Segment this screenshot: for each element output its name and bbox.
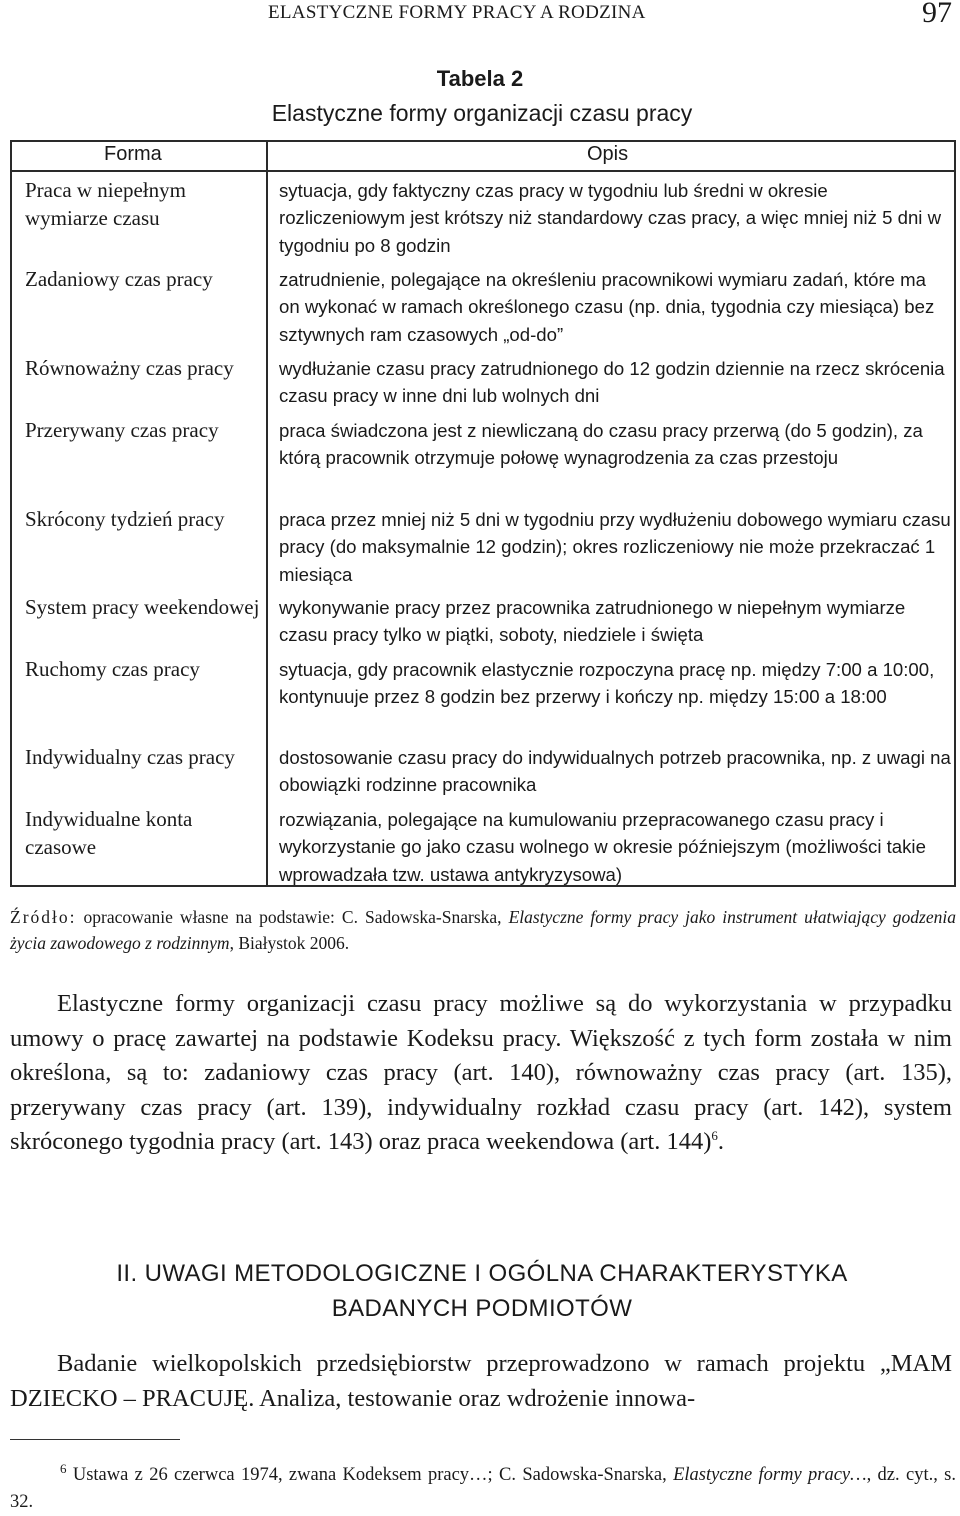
footnote-title: Elastyczne formy pracy… xyxy=(673,1465,867,1485)
source-label: Źródło: xyxy=(10,907,77,927)
column-header-description: Opis xyxy=(587,143,629,165)
column-header-form: Forma xyxy=(104,143,162,165)
body-paragraph xyxy=(10,987,952,1160)
running-header: ELASTYCZNE FORMY PRACY A RODZINA xyxy=(268,2,646,23)
table-row-form: Indywidualny czas pracy xyxy=(25,745,235,769)
footnote-separator xyxy=(10,1439,180,1440)
table-row-form: Ruchomy czas pracy xyxy=(25,657,200,681)
table-row-description: rozwiązania, polegające na kumulowaniu przepracowanego czasu pracy i wykorzystanie go jako czasu wolnego w okresie późniejszym (możliwości takie wprowadzała tzw. ustawa antykryzysowa) xyxy=(279,809,926,885)
footnote-number: 6 xyxy=(60,1460,67,1476)
header-rule xyxy=(10,170,956,172)
footnote-reference[interactable]: 6 xyxy=(711,1128,718,1144)
source-tail: , Białystok 2006. xyxy=(229,933,350,953)
column-divider xyxy=(266,140,268,887)
table-subtitle: Elastyczne formy organizacji czasu pracy xyxy=(271,100,693,126)
page-number: 97 xyxy=(922,0,952,29)
source-text: opracowanie własne na podstawie: C. Sadowska-Snarska, xyxy=(83,907,502,927)
table-row-form: System pracy weekendowej xyxy=(25,595,260,619)
paragraph-end: . xyxy=(717,1128,724,1156)
table-row-description: sytuacja, gdy faktyczny czas pracy w tygodniu lub średni w okresie rozliczeniowym jest krótszy niż standardowy czas pracy, a więc mniej niż 5 dni w tygodniu po 8 godzin xyxy=(279,180,942,256)
table-row-form: Indywidualne konta czasowe xyxy=(25,807,193,859)
footnote-tail: , dz. cyt., s. 32. xyxy=(10,1465,956,1512)
table-row-form: Skrócony tydzień pracy xyxy=(25,507,225,531)
source-work-title: Elastyczne formy pracy jako instrument ułatwiający godzenia życia zawodowego z rodzinnym xyxy=(10,907,956,953)
paragraph-text: Elastyczne formy organizacji czasu pracy możliwe są do wykorzystania w przypadku umowy o pracę zawartej na podstawie Kodeksu pracy. Większość z tych form została w nim określona, są to: zadaniowy czas pracy (art. 140), równoważny czas pracy (art. 135), przerywany czas pracy (art. 139), indywidualny rozkład czasu pracy (art. 142), system skróconego tygodnia pracy (art. 143) oraz praca weekendowa (art. 144) xyxy=(10,990,952,1156)
section-heading-line1: II. UWAGI METODOLOGICZNE I OGÓLNA CHARAKTERYSTYKA xyxy=(116,1260,848,1287)
table-title: Tabela 2 xyxy=(436,66,524,91)
footnote-text: Ustawa z 26 czerwca 1974, zwana Kodeksem pracy…; C. Sadowska-Snarska, xyxy=(72,1465,667,1485)
section-heading-line2: BADANYCH PODMIOTÓW xyxy=(331,1295,633,1322)
body-paragraph: Badanie wielkopolskich przedsiębiorstw przeprowadzono w ramach projektu „MAM DZIECKO – PRACUJĘ. Analiza, testowanie oraz wdrożenie innowa- xyxy=(10,1350,952,1412)
table-row-description: praca świadczona jest z niewliczaną do czasu pracy przerwą (do 5 godzin), za którą pracownik otrzymuje połowę wynagrodzenia za czas przestoju xyxy=(279,420,923,469)
table-row-description: sytuacja, gdy pracownik elastycznie rozpoczyna pracę np. między 7:00 a 10:00, kontynuuje przez 8 godzin bez przerwy i kończy np. między 15:00 a 18:00 xyxy=(279,659,935,708)
table-row-form: Przerywany czas pracy xyxy=(25,418,219,442)
table-row-form: Równoważny czas pracy xyxy=(25,356,234,380)
table-row-description: wydłużanie czasu pracy zatrudnionego do 12 godzin dziennie na rzecz skrócenia czasu pracy w inne dni lub wolnych dni xyxy=(279,358,945,407)
footnote xyxy=(10,1462,956,1516)
table-row-description: praca przez mniej niż 5 dni w tygodniu przy wydłużeniu dobowego wymiaru czasu pracy (do maksymalnie 12 godzin); okres rozliczeniowy nie może przekraczać 1 miesiąca xyxy=(279,509,951,585)
table-row-form: Praca w niepełnym wymiarze czasu xyxy=(25,178,186,230)
table-source-note xyxy=(10,904,956,956)
table-row-description: dostosowanie czasu pracy do indywidualnych potrzeb pracownika, np. z uwagi na obowiązki rodzinne pracownika xyxy=(279,747,951,796)
table-row-form: Zadaniowy czas pracy xyxy=(25,267,213,291)
table-row-description: wykonywanie pracy przez pracownika zatrudnionego w niepełnym wymiarze czasu pracy tylko w piątki, soboty, niedziele i święta xyxy=(279,597,906,646)
table-row-description: zatrudnienie, polegające na określeniu pracownikowi wymiaru zadań, które ma on wykonać w ramach określonego czasu (np. dnia, tygodnia czy miesiąca) bez sztywnych ram czasowych „od-do” xyxy=(279,269,935,345)
